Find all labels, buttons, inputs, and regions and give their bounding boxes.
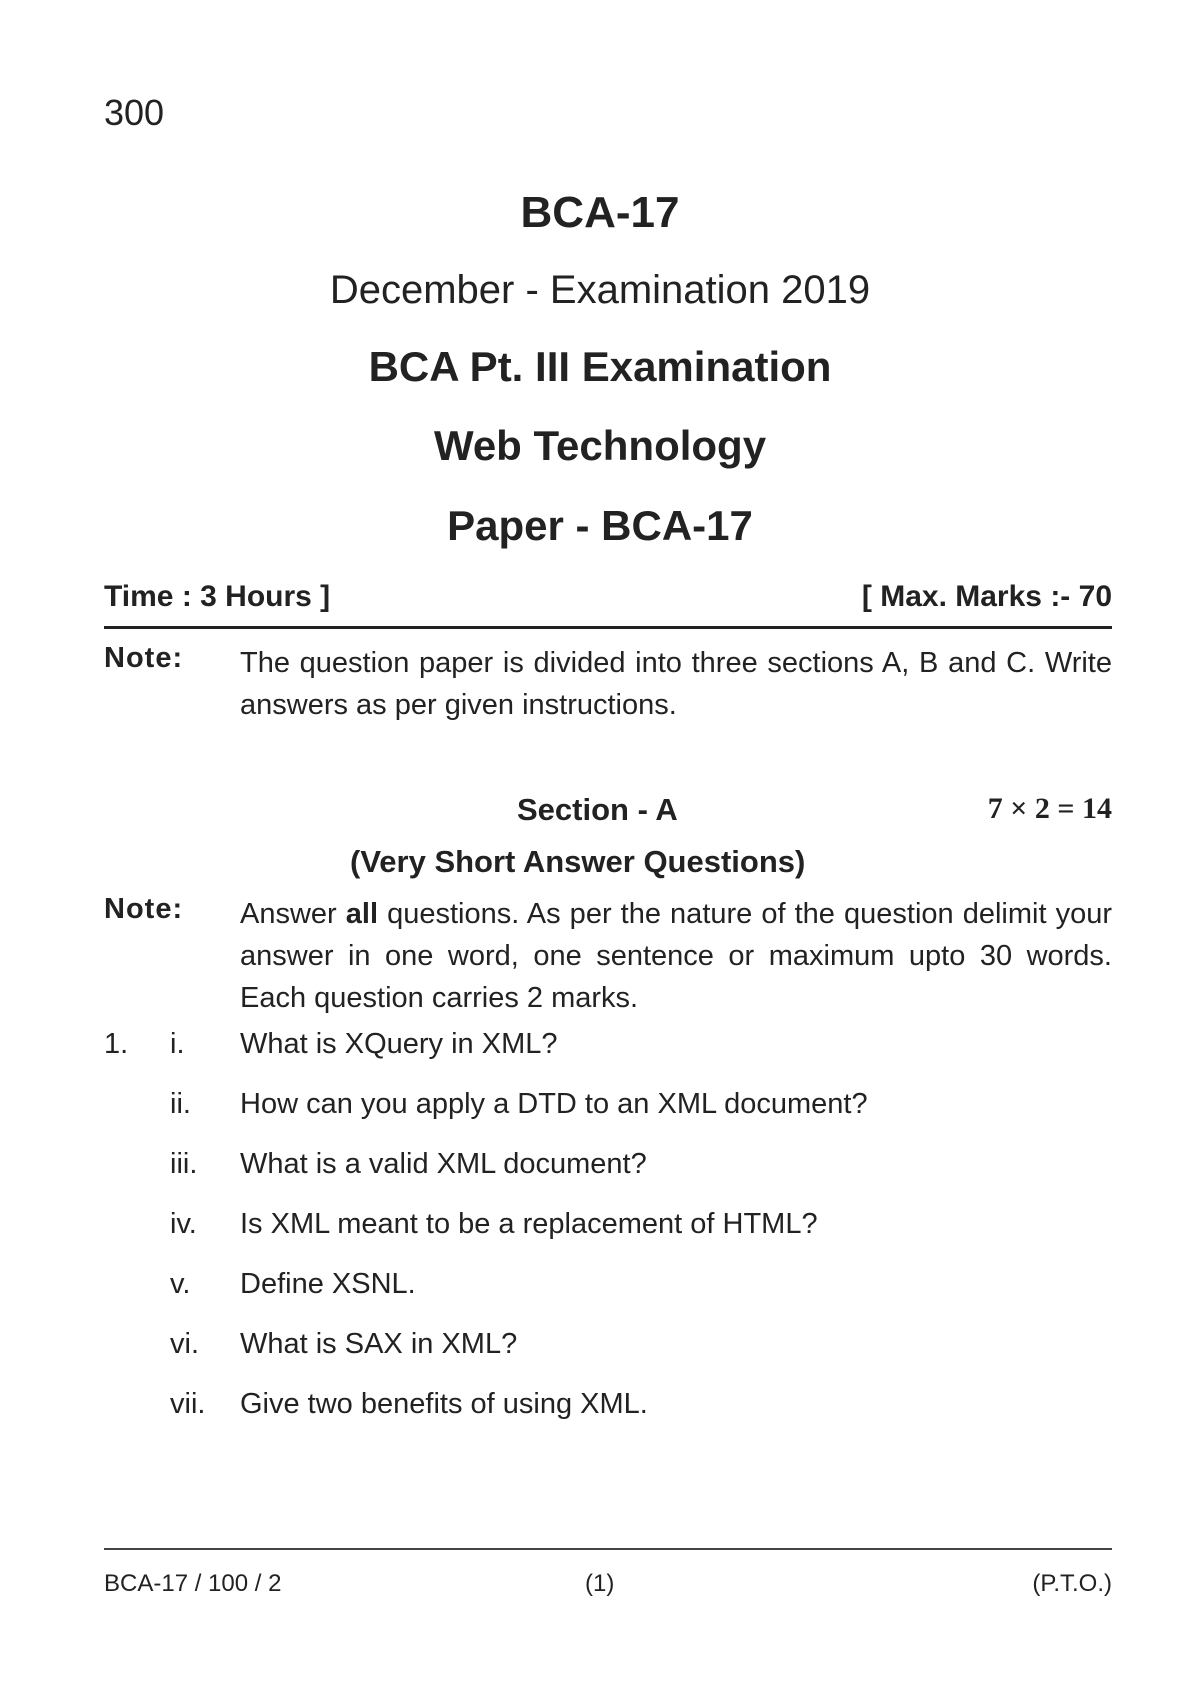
subject-title: Web Technology: [433, 422, 767, 469]
question-num: ii.: [170, 1088, 191, 1120]
section-note-text: [240, 893, 1112, 1019]
question-text: What is SAX in XML?: [240, 1328, 518, 1360]
paper-code-title: BCA-17: [520, 188, 680, 237]
question-number: 1.: [104, 1028, 129, 1060]
paper-title: Paper - BCA-17: [447, 502, 753, 549]
question-num: i.: [170, 1028, 185, 1060]
footer-divider: [104, 1548, 1112, 1550]
question-num: vii.: [170, 1388, 206, 1420]
general-note-text: The question paper is divided into three sections A, B and C. Write answers as per given instructions.: [240, 647, 1112, 721]
section-note-after: questions. As per the nature of the question delimit your answer in one word, one sentence or maximum upto 30 words. Each question carries 2 marks.: [240, 898, 1112, 1014]
question-text: What is XQuery in XML?: [240, 1028, 558, 1060]
section-note-label: Note:: [104, 893, 184, 925]
section-a-title: Section - A: [517, 792, 678, 827]
section-a-subtitle: (Very Short Answer Questions): [350, 844, 806, 879]
page-code: 300: [104, 92, 165, 133]
question-num: v.: [170, 1268, 191, 1300]
question-num: iv.: [170, 1208, 197, 1240]
header-divider: [104, 626, 1112, 629]
question-num: vi.: [170, 1328, 199, 1360]
footer-code: BCA-17 / 100 / 2: [104, 1570, 282, 1597]
page-number: (1): [585, 1570, 615, 1597]
pto-label: (P.T.O.): [1032, 1570, 1112, 1597]
section-note-bold: all: [345, 898, 379, 930]
general-note-label: Note:: [104, 642, 184, 674]
exam-name: BCA Pt. III Examination: [368, 343, 832, 390]
max-marks: [ Max. Marks :- 70: [861, 580, 1112, 613]
section-note-before: Answer: [240, 898, 346, 930]
question-text: Is XML meant to be a replacement of HTML?: [240, 1208, 818, 1240]
question-text: What is a valid XML document?: [240, 1148, 647, 1180]
time-allowed: Time : 3 Hours ]: [104, 580, 331, 613]
question-text: Give two benefits of using XML.: [240, 1388, 648, 1420]
question-num: iii.: [170, 1148, 198, 1180]
section-a-marks: 7 × 2 = 14: [987, 792, 1112, 825]
question-text: Define XSNL.: [240, 1268, 416, 1300]
question-text: How can you apply a DTD to an XML document?: [240, 1088, 868, 1120]
exam-session: December - Examination 2019: [329, 268, 871, 312]
